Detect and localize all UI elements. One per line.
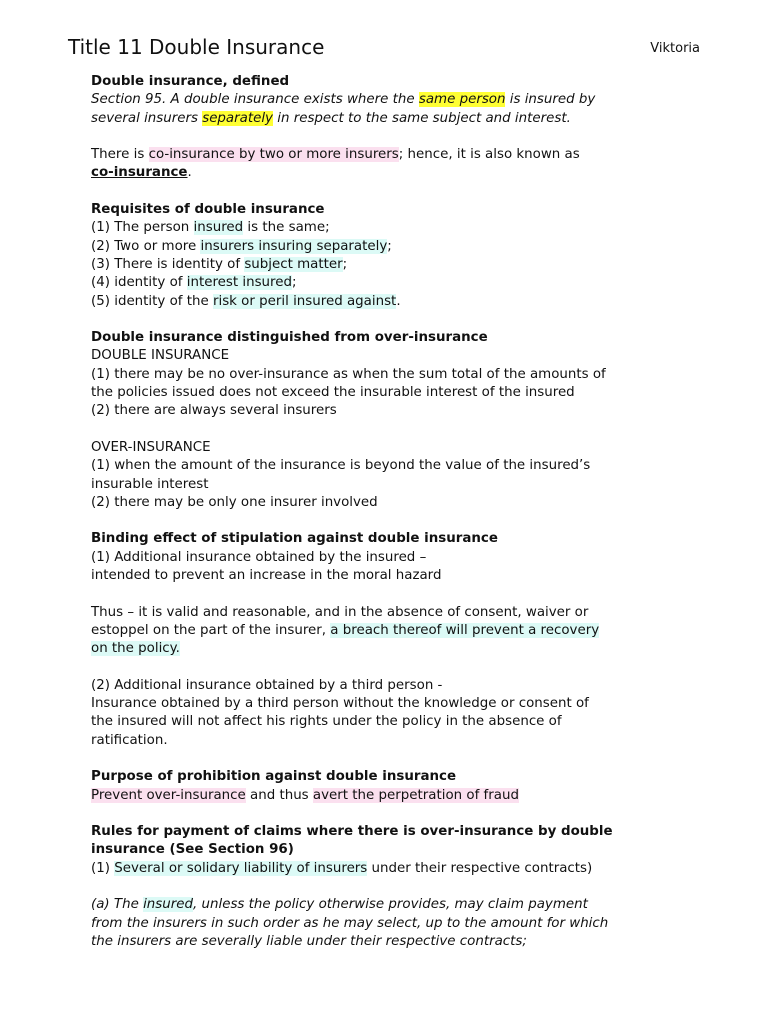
text-segment: (1): [91, 860, 115, 876]
text-line: [91, 622, 691, 640]
text-segment: estoppel on the part of the insurer,: [91, 622, 331, 638]
text-line: [91, 841, 691, 859]
highlighted-text: Several or solidary liability of insurers: [114, 860, 368, 876]
highlighted-text: separately: [202, 110, 273, 126]
text-line: [91, 787, 691, 805]
text-line: [91, 347, 691, 365]
text-segment: (a) The: [91, 897, 144, 913]
text-segment: .: [187, 165, 192, 181]
text-segment: (2) Two or more: [91, 238, 201, 254]
highlighted-text: on the policy.: [91, 641, 180, 657]
text-line: [91, 860, 691, 878]
blank-line: [91, 878, 691, 896]
text-line: [91, 439, 691, 457]
blank-line: [91, 183, 691, 201]
text-segment: (1) Additional insurance obtained by the insured –: [91, 549, 427, 565]
highlighted-text: same person: [418, 92, 506, 108]
text-line: [91, 384, 691, 402]
text-segment: is the same;: [243, 220, 330, 236]
text-line: [91, 915, 691, 933]
text-line: [91, 238, 691, 256]
text-segment: Binding effect of stipulation against double insurance: [91, 531, 498, 547]
text-line: [91, 256, 691, 274]
text-line: [91, 366, 691, 384]
highlighted-text: avert the perpetration of fraud: [312, 787, 519, 803]
text-segment: under their respective contracts): [367, 860, 593, 876]
text-line: [91, 476, 691, 494]
text-segment: Double insurance distinguished from over-insurance: [91, 330, 488, 346]
text-segment: insurable interest: [91, 476, 209, 492]
text-segment: several insurers: [91, 110, 203, 126]
page-header: [68, 34, 700, 64]
highlighted-text: insurers insuring separately: [200, 238, 388, 254]
text-line: [91, 604, 691, 622]
text-line: [91, 402, 691, 420]
blank-line: [91, 585, 691, 603]
text-segment: ratification.: [91, 732, 168, 748]
text-segment: Double insurance, defined: [91, 74, 290, 89]
blank-line: [91, 805, 691, 823]
text-segment: co-insurance: [91, 165, 188, 181]
text-segment: (1) there may be no over-insurance as when the sum total of the amounts of: [91, 366, 606, 382]
text-segment: Section 95. A double insurance exists where the: [91, 92, 419, 108]
highlighted-text: insured: [193, 220, 244, 236]
document-author: Viktoria: [650, 41, 700, 56]
blank-line: [91, 421, 691, 439]
text-segment: DOUBLE INSURANCE: [91, 348, 230, 364]
text-segment: (2) there may be only one insurer involved: [91, 494, 378, 510]
text-line: [91, 549, 691, 567]
blank-line: [91, 659, 691, 677]
blank-line: [91, 750, 691, 768]
text-segment: intended to prevent an increase in the moral hazard: [91, 568, 442, 584]
text-line: [91, 73, 691, 91]
text-line: [91, 732, 691, 750]
text-segment: (1) The person: [91, 220, 194, 236]
text-segment: the insured will not affect his rights under the policy in the absence of: [91, 714, 562, 730]
text-segment: , unless the policy otherwise provides, may claim payment: [193, 897, 588, 913]
document-title: Title 11 Double Insurance: [68, 35, 325, 59]
text-segment: the insurers are severally liable under their respective contracts;: [91, 933, 527, 949]
text-segment: .: [396, 293, 401, 309]
text-segment: in respect to the same subject and interest.: [272, 110, 571, 126]
text-line: [91, 677, 691, 695]
text-segment: (4) identity of: [91, 275, 187, 291]
blank-line: [91, 311, 691, 329]
document-body: [91, 73, 691, 951]
text-segment: (2) Additional insurance obtained by a third person -: [91, 677, 443, 693]
text-line: [91, 933, 691, 951]
highlighted-text: Prevent over-insurance: [91, 787, 246, 803]
text-line: [91, 164, 691, 182]
highlighted-text: subject matter: [244, 256, 343, 272]
text-line: [91, 293, 691, 311]
text-segment: ;: [387, 238, 392, 254]
blank-line: [91, 512, 691, 530]
highlighted-text: risk or peril insured against: [212, 293, 397, 309]
text-line: [91, 896, 691, 914]
highlighted-text: a breach thereof will prevent a recovery: [330, 622, 600, 638]
text-line: [91, 457, 691, 475]
text-line: [91, 91, 691, 109]
text-line: [91, 695, 691, 713]
text-segment: OVER-INSURANCE: [91, 439, 211, 455]
text-segment: from the insurers in such order as he may select, up to the amount for which: [91, 915, 609, 931]
text-line: [91, 768, 691, 786]
text-segment: the policies issued does not exceed the insurable interest of the insured: [91, 385, 575, 401]
highlighted-text: interest insured: [186, 275, 292, 291]
text-segment: Purpose of prohibition against double insurance: [91, 769, 457, 785]
text-segment: (3) There is identity of: [91, 256, 245, 272]
highlighted-text: co-insurance by two or more insurers: [148, 147, 399, 163]
text-segment: (2) there are always several insurers: [91, 403, 337, 419]
text-line: [91, 110, 691, 128]
text-line: [91, 567, 691, 585]
text-segment: Requisites of double insurance: [91, 202, 325, 218]
text-segment: Insurance obtained by a third person without the knowledge or consent of: [91, 696, 589, 712]
text-segment: (1) when the amount of the insurance is beyond the value of the insured’s: [91, 458, 591, 474]
text-segment: ;: [342, 256, 348, 272]
text-line: [91, 201, 691, 219]
text-segment: ;: [292, 275, 297, 291]
text-segment: Thus – it is valid and reasonable, and in the absence of consent, waiver or: [91, 604, 589, 620]
text-line: [91, 146, 691, 164]
text-segment: and thus: [245, 787, 313, 803]
text-segment: insurance (See Section 96): [91, 842, 294, 858]
text-segment: (5) identity of the: [91, 293, 213, 309]
text-line: [91, 640, 691, 658]
text-line: [91, 274, 691, 292]
text-segment: ; hence, it is also known as: [398, 147, 580, 163]
text-line: [91, 329, 691, 347]
text-segment: is insured by: [505, 92, 596, 108]
text-line: [91, 494, 691, 512]
text-segment: There is: [91, 147, 149, 163]
text-line: [91, 219, 691, 237]
text-line: [91, 823, 691, 841]
text-line: [91, 530, 691, 548]
text-segment: Rules for payment of claims where there is over-insurance by double: [91, 824, 613, 840]
highlighted-text: insured: [143, 897, 193, 913]
text-line: [91, 713, 691, 731]
blank-line: [91, 128, 691, 146]
